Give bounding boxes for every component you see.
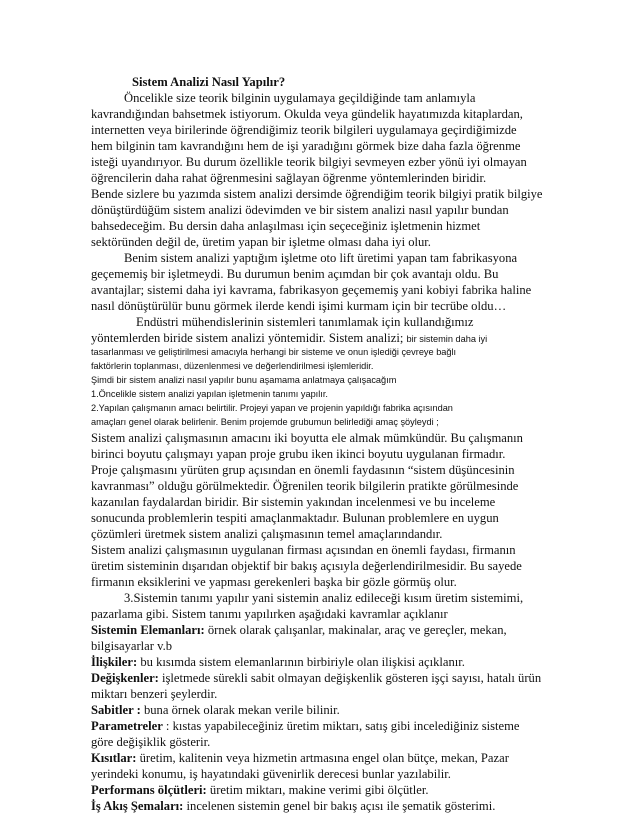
paragraph-text-small: bir sistemin daha iyi xyxy=(406,334,488,344)
term-text: bilgisayarlar v.b xyxy=(91,639,173,653)
paragraph-line: sektöründen değil de, üretim yapan bir işletme olması daha iyi olur. xyxy=(91,235,431,249)
paragraph-text: yöntemlerden biride sistem analizi yöntemidir. Sistem analizi; xyxy=(91,331,404,345)
small-text-line: Şimdi bir sistem analizi nasıl yapılır bunu aşamama anlatmaya çalışacağım xyxy=(91,375,397,385)
paragraph-line: Sistem analizi çalışmasının amacını iki boyutta ele almak mümkündür. Bu çalışmanın xyxy=(91,431,523,445)
paragraph-line: pazarlama gibi. Sistem tanımı yapılırken aşağıdaki kavramlar açıklanır xyxy=(91,607,448,621)
paragraph-line: Öncelikle size teorik bilginin uygulamaya geçildiğinde tam anlamıyla xyxy=(124,91,476,105)
term-line xyxy=(91,766,551,782)
paragraph-line xyxy=(91,330,561,346)
term-line xyxy=(91,782,551,798)
small-text-line: faktörlerin toplanması, düzenlenmesi ve değerlendirilmesi işlemleridir. xyxy=(91,361,374,371)
term-text: örnek olarak çalışanlar, makinalar, araç ve gereçler, mekan, xyxy=(204,623,507,637)
term-text: buna örnek olarak mekan verile bilinir. xyxy=(140,703,340,717)
paragraph-line: bahsedeceğim. Bu dersin daha anlaşılması için seçeceğiniz işletmenin hizmet xyxy=(91,219,481,233)
small-text-line: 1.Öncelikle sistem analizi yapılan işletmenin tanımı yapılır. xyxy=(91,389,328,399)
term-label: Parametreler xyxy=(91,719,163,733)
term-line xyxy=(91,654,551,670)
term-line xyxy=(91,622,551,638)
paragraph-line: sonucunda problemlerin tespiti amaçlanmaktadır. Bulunan problemlere en uygun xyxy=(91,511,499,525)
term-line xyxy=(91,702,551,718)
term-text: göre değişiklik gösterir. xyxy=(91,735,211,749)
paragraph-line: 3.Sistemin tanımı yapılır yani sistemin analiz edileceği kısım üretim sistemimi, xyxy=(124,591,524,605)
term-text: : kıstas yapabileceğiniz üretim miktarı, satış gibi incelediğiniz sisteme xyxy=(162,719,520,733)
paragraph-line: öğrencilerin daha rahat öğrenmesini sağlayan öğrenme yöntemlerinden biridir. xyxy=(91,171,487,185)
term-line xyxy=(91,686,551,702)
paragraph-line: kavrandığından bahsetmek istiyorum. Okulda veya gündelik hayatımızda kitaplardan, xyxy=(91,107,523,121)
paragraph-line: geçememiş bir işletmeydi. Bu durumun benim açımdan bir çok avantajı oldu. Bu xyxy=(91,267,499,281)
term-line xyxy=(91,798,551,814)
term-label: Sistemin Elemanları: xyxy=(91,623,205,637)
paragraph-line: kavranması” olduğu görülmektedir. Öğrenilen teorik bilgilerin pratikte görülmesinde xyxy=(91,479,519,493)
paragraph-line: avantajlar; sistemi daha iyi kavrama, fabrikasyon geçememiş yani kobiyi fabrika haline xyxy=(91,283,532,297)
term-label: İş Akış Şemaları: xyxy=(91,799,184,813)
paragraph-line: firmanın eksiklerini ve yapması gerekenleri başka bir gözle görmüş olur. xyxy=(91,575,457,589)
paragraph-line: Endüstri mühendislerinin sistemleri tanımlamak için kullandığımız xyxy=(136,315,474,329)
term-text: incelenen sistemin genel bir bakış açısı ile şematik gösterimi. xyxy=(183,799,496,813)
paragraph-line: hem bilginin tam kavrandığını hem de işi yaradığını görmek bize daha fazla öğrenme xyxy=(91,139,521,153)
paragraph-line: Proje çalışmasını yürüten grup açısından en önemli faydasının “sistem düşüncesinin xyxy=(91,463,515,477)
term-label: Kısıtlar: xyxy=(91,751,137,765)
small-text-line: tasarlanması ve geliştirilmesi amacıyla herhangi bir sisteme ve onun işlediği çevreye bağlı xyxy=(91,347,457,357)
paragraph-line: Benim sistem analizi yaptığım işletme oto lift üretimi yapan tam fabrikasyona xyxy=(124,251,518,265)
term-label: Sabitler : xyxy=(91,703,141,717)
paragraph-line: Sistem analizi çalışmasının uygulanan firması açısından en önemli faydası, firmanın xyxy=(91,543,516,557)
term-label: İlişkiler: xyxy=(91,655,138,669)
term-text: bu kısımda sistem elemanlarının birbiriyle olan ilişkisi açıklanır. xyxy=(137,655,465,669)
paragraph-line: Bende sizlere bu yazımda sistem analizi dersimde öğrendiğim teorik bilgiyi pratik bilgiye xyxy=(91,187,543,201)
paragraph-line: nasıl dönüştürülür bunu görmek ilerde kendi işimi kurmam için bir tecrübe oldu… xyxy=(91,299,507,313)
term-line xyxy=(91,670,551,686)
term-text: üretim miktarı, makine verimi gibi ölçütler. xyxy=(206,783,429,797)
term-line xyxy=(91,718,551,734)
document-title: Sistem Analizi Nasıl Yapılır? xyxy=(132,75,286,89)
term-text: miktarı benzeri şeylerdir. xyxy=(91,687,218,701)
term-text: işletmede sürekli sabit olmayan değişkenlik gösteren işçi sayısı, hatalı ürün xyxy=(158,671,542,685)
paragraph-line: isteği uyandırıyor. Bu durum özellikle teorik bilgiyi sevmeyen ezber yönü iyi olmayan xyxy=(91,155,527,169)
paragraph-line: kazanılan faydalardan biridir. Bir sistemin yakından incelenmesi ve bu inceleme xyxy=(91,495,496,509)
term-line xyxy=(91,638,551,654)
term-label: Performans ölçütleri: xyxy=(91,783,207,797)
small-text-line: 2.Yapılan çalışmanın amacı belirtilir. Projeyi yapan ve projenin yapıldığı fabrika açısından xyxy=(91,403,453,413)
paragraph-line: dönüştürdüğüm sistem analizi ödevimden ve bir sistem analizi nasıl yapılır bundan xyxy=(91,203,509,217)
term-label: Değişkenler: xyxy=(91,671,159,685)
term-line xyxy=(91,750,551,766)
paragraph-line: üretim sisteminin dışarıdan objektif bir bakış açısıyla değerlendirilmesidir. Bu sayede xyxy=(91,559,522,573)
paragraph-line: çözümleri üretmek sistem analizi çalışmasının temel amaçlarındandır. xyxy=(91,527,443,541)
small-text-line: amaçları genel olarak belirlenir. Benim projemde grubumun belirlediği amaç şöyleydi ; xyxy=(91,417,439,427)
paragraph-line: internetten veya birilerinde öğrendiğimiz teorik bilgileri uygulamaya geçirdiğimizde xyxy=(91,123,517,137)
term-line xyxy=(91,734,551,750)
paragraph-line: birinci boyutu çalışmayı yapan proje grubu iken ikinci boyutu uygulanan firmadır. xyxy=(91,447,506,461)
term-text: üretim, kalitenin veya hizmetin artmasına engel olan bütçe, mekan, Pazar xyxy=(136,751,509,765)
term-text: yerindeki konumu, iş hayatındaki güvenirlik derecesi bunlar yazılabilir. xyxy=(91,767,451,781)
